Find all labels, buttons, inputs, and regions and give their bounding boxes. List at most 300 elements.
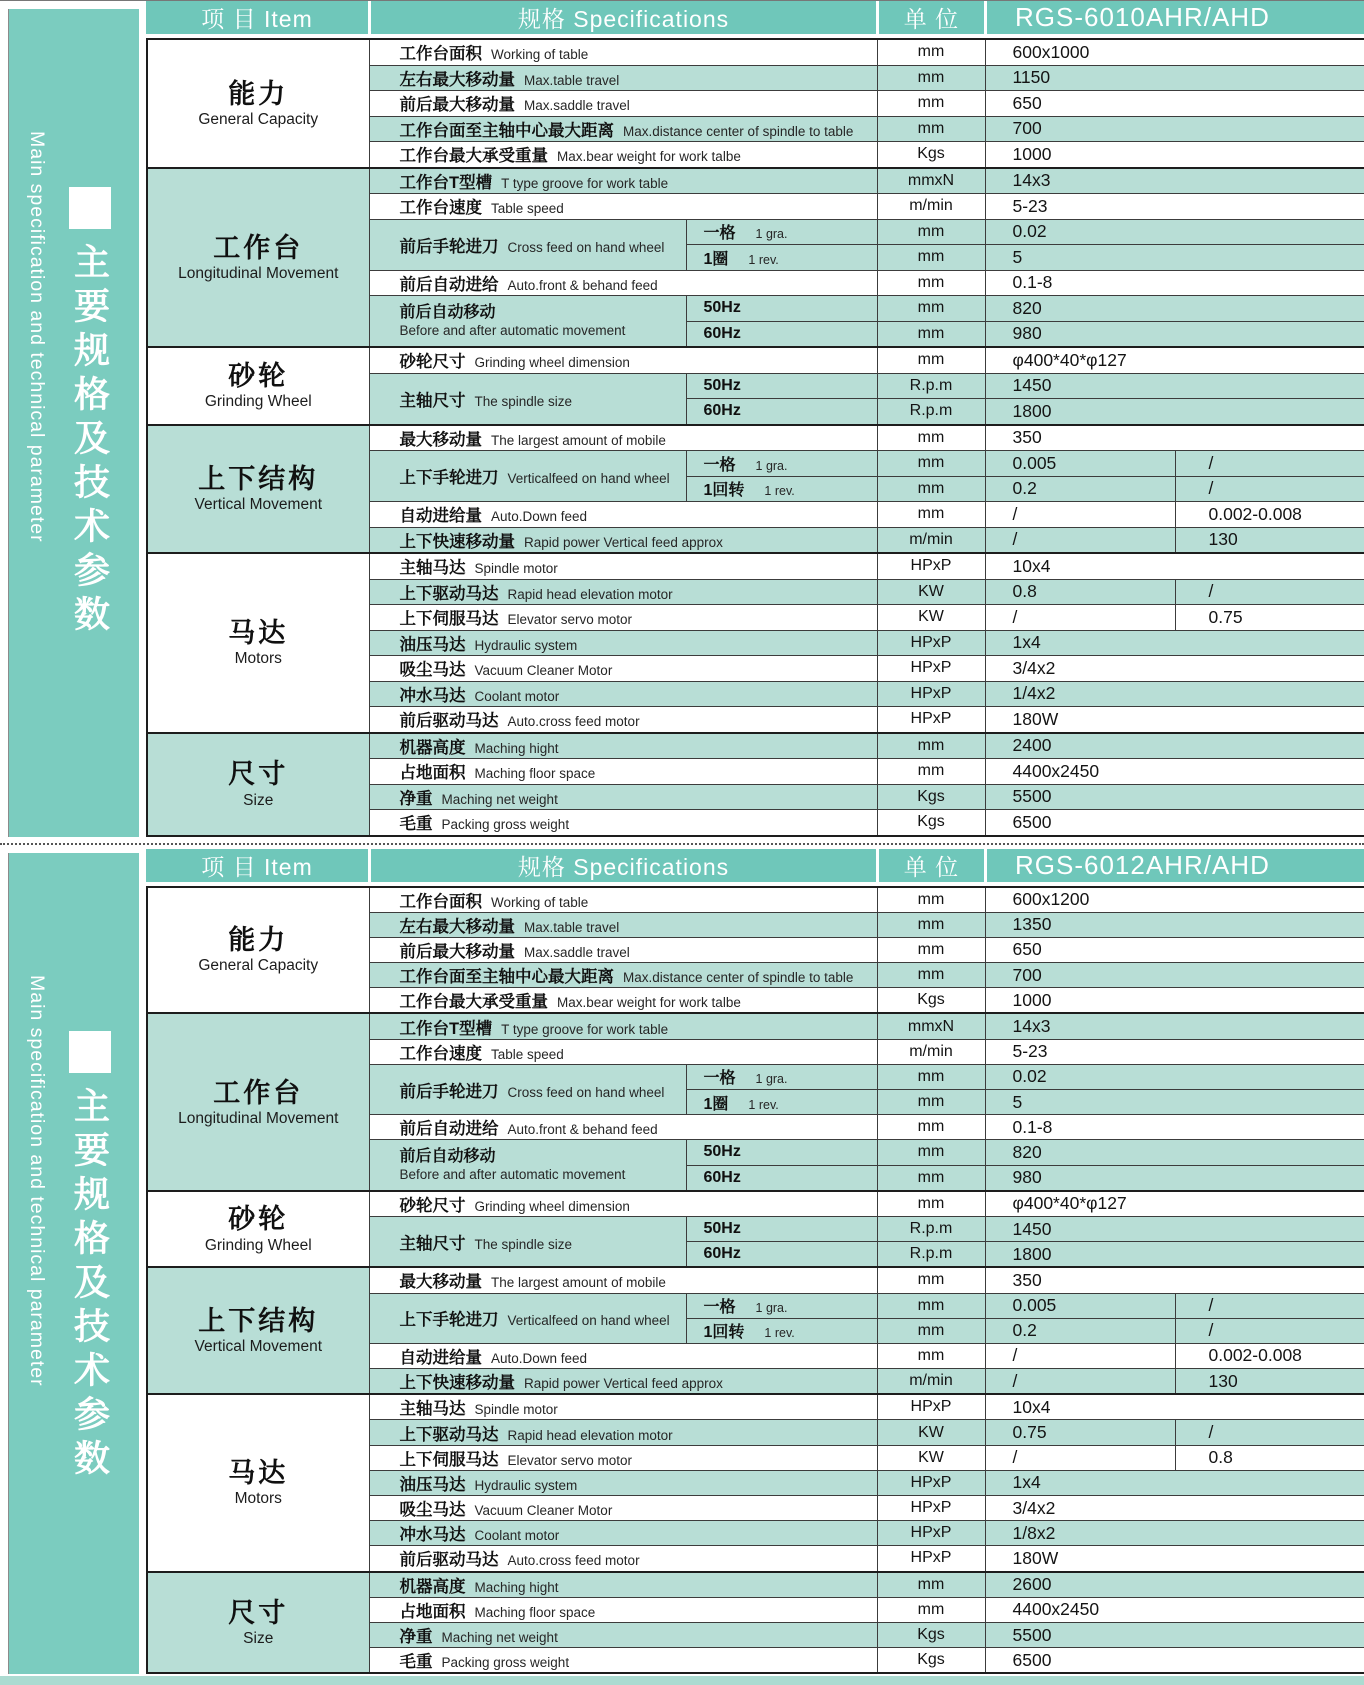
unit-cell: mm [877,502,985,528]
value-cell: 0.02 [985,219,1364,245]
item-group-cell [147,1394,369,1571]
spec-label-en: Coolant motor [474,1528,560,1544]
value-cell: 0.2 [985,476,1175,502]
unit-cell: mm [877,451,985,477]
spec-label-cn: 工作台T型槽 [399,1019,493,1038]
value-cell: φ400*40*φ127 [985,347,1364,373]
unit-cell: mm [877,219,985,245]
sidebar-title-en: Main specification and technical parameter [26,974,48,1387]
item-label-cn: 能力 [228,925,289,956]
value-cell: 4400x2450 [985,1597,1364,1622]
spec-label-en: Auto.Down feed [491,1350,588,1366]
spec-cell [369,1013,877,1039]
unit-cell: mm [877,1572,985,1598]
item-group-cell [147,39,369,168]
unit-cell: Kgs [877,142,985,168]
unit-cell: mm [877,321,985,347]
sub-spec-label-cn: 50Hz [703,376,741,394]
spec-label-cn: 上下驱动马达 [399,584,499,603]
value-cell: / [985,1445,1175,1470]
spec-label-en: Rapid head elevation motor [507,586,673,602]
spec-cell [369,1496,877,1521]
value-cell: 650 [985,91,1364,117]
spec-label-cn: 前后最大移动量 [399,96,515,115]
spec-label-en: Maching hight [474,1579,559,1595]
spec-label-en: Working of table [491,47,589,63]
unit-cell: mm [877,1293,985,1318]
item-label-en: Vertical Movement [194,496,322,514]
col-header-model: RGS-6010AHR/AHD [987,1,1364,34]
sub-spec-label-cn: 50Hz [703,299,741,317]
spec-label-cn: 上下手轮进刀 [399,469,499,487]
spec-block-rgs6012 [0,849,1364,1675]
spec-label-en: Verticalfeed on hand wheel [507,1313,670,1329]
value-cell-secondary: 130 [1175,527,1364,553]
unit-cell: Kgs [877,1622,985,1647]
unit-cell: mm [877,65,985,91]
value-cell: 1450 [985,373,1364,399]
sub-spec-cell [686,1216,877,1241]
sidebar-title-cn: 主要规格及技术参数 [69,1086,111,1483]
value-cell: 14x3 [985,1013,1364,1039]
spec-label-en: T type groove for work table [501,1021,669,1037]
value-cell: 180W [985,707,1364,733]
spec-cell [369,1191,877,1217]
unit-cell: mm [877,296,985,322]
spec-label-en: Maching hight [474,740,559,756]
value-cell: / [985,1343,1175,1368]
sub-spec-cell [686,296,877,322]
spec-cell [369,1572,877,1598]
sub-spec-cell [686,373,877,399]
value-cell: 10x4 [985,553,1364,579]
table-row [147,347,1364,373]
spec-label-cn: 毛重 [399,1653,433,1672]
unit-cell: mm [877,347,985,373]
spec-label-en: Rapid power Vertical feed approx [524,1376,723,1392]
value-cell: 5-23 [985,1039,1364,1064]
item-label-en: Size [243,1629,274,1647]
spec-label-en: Max.table travel [524,72,620,88]
spec-label-cn: 净重 [399,1628,433,1647]
value-cell: 2400 [985,733,1364,759]
value-cell: 700 [985,963,1364,988]
spec-cell [369,988,877,1014]
value-cell: 180W [985,1546,1364,1572]
unit-cell: R.p.m [877,373,985,399]
item-label-cn: 工作台 [213,1077,304,1108]
spec-label-cn: 油压马达 [399,1475,466,1494]
unit-cell: R.p.m [877,1216,985,1241]
unit-cell: mm [877,937,985,962]
unit-cell: KW [877,605,985,631]
spec-label-cn: 工作台最大承受重量 [399,147,548,166]
value-cell-secondary: / [1175,451,1364,477]
spec-label-en: Max.table travel [524,919,620,935]
spec-label-cn: 自动进给量 [399,1348,482,1367]
spec-cell [369,91,877,117]
sub-spec-label-en: 1 gra. [755,1072,788,1087]
spec-label-en: Working of table [491,894,589,910]
sub-spec-label-en: 1 gra. [755,458,788,473]
item-label-cn: 马达 [228,1458,289,1489]
table-row [147,1267,1364,1293]
sub-spec-label-cn: 一格 [703,1070,736,1088]
sub-spec-cell [686,1318,877,1343]
table-row [147,1572,1364,1598]
unit-cell: mm [877,733,985,759]
item-label-en: Grinding Wheel [204,1236,312,1254]
spec-cell [369,1546,877,1572]
item-label-cn: 尺寸 [228,1597,289,1628]
unit-cell: mm [877,1165,985,1191]
table-row [147,553,1364,579]
table-header-row [146,849,1364,882]
unit-cell: Kgs [877,1648,985,1674]
col-header-item: 项 目 Item [146,1,368,34]
spec-label-cn: 主轴马达 [399,559,466,578]
sub-spec-cell [686,476,877,502]
spec-label-cn: 毛重 [399,815,433,834]
spec-cell [369,116,877,142]
sub-spec-label-en: 1 gra. [755,1301,788,1316]
spec-cell [369,1420,877,1445]
sub-spec-label-cn: 50Hz [703,1143,741,1161]
sidebar-title-en: Main specification and technical parameter [26,131,48,543]
spec-cell [369,219,686,270]
spec-cell [369,296,686,348]
sub-spec-cell [686,1140,877,1165]
col-header-item: 项 目 Item [146,849,368,882]
item-label-en: General Capacity [198,110,319,128]
spec-label-cn: 吸尘马达 [399,1501,466,1520]
spec-label-en: Table speed [491,1046,564,1062]
spec-label-cn: 前后自动移动 [399,304,496,322]
spec-cell [369,963,877,988]
unit-cell: R.p.m [877,1242,985,1268]
table-row [147,1191,1364,1217]
item-label-en: Longitudinal Movement [178,1109,339,1127]
sub-spec-label-cn: 60Hz [703,1245,741,1263]
spec-label-cn: 砂轮尺寸 [399,1196,466,1215]
spec-label-en: Table speed [491,201,564,217]
spec-cell [369,1064,686,1114]
sub-spec-label-en: 1 gra. [755,227,788,242]
unit-cell: mm [877,1064,985,1089]
value-cell: 6500 [985,1648,1364,1674]
spec-label-en: Rapid power Vertical feed approx [524,534,723,550]
spec-label-en: Max.bear weight for work talbe [557,149,741,165]
spec-cell [369,681,877,707]
value-cell: 0.75 [985,1420,1175,1445]
item-group-cell [147,168,369,348]
unit-cell: mm [877,963,985,988]
spec-label-cn: 主轴尺寸 [399,391,466,410]
spec-label-en: Rapid head elevation motor [507,1427,673,1443]
value-cell: 600x1000 [985,39,1364,65]
spec-label-cn: 上下手轮进刀 [399,1311,499,1330]
square-bullet-icon [69,187,111,229]
spec-label-en: Auto.cross feed motor [507,714,640,730]
spec-label-en: Cross feed on hand wheel [507,239,665,255]
spec-label-cn: 工作台面积 [399,892,482,911]
value-cell: 0.1-8 [985,270,1364,296]
sub-spec-cell [686,1165,877,1191]
spec-cell [369,1039,877,1064]
spec-cell [369,451,686,502]
unit-cell: mm [877,1140,985,1165]
spec-label-cn: 最大移动量 [399,430,482,449]
value-cell: 5500 [985,784,1364,810]
value-cell: 1x4 [985,630,1364,656]
spec-label-cn: 吸尘马达 [399,661,466,680]
item-label-en: Size [243,791,274,809]
sub-spec-label-en: 1 rev. [764,484,795,499]
value-cell: 5-23 [985,194,1364,220]
spec-label-en: Elevator servo motor [507,612,633,628]
spec-cell [369,65,877,91]
spec-cell [369,759,877,785]
unit-cell: mm [877,1597,985,1622]
unit-cell: mm [877,1191,985,1217]
spec-label-en: Before and after automatic movement [399,1166,626,1182]
item-group-cell [147,1191,369,1268]
value-cell: 980 [985,1165,1364,1191]
value-cell: 1800 [985,1242,1364,1268]
spec-cell [369,425,877,451]
square-bullet-icon [69,1031,111,1073]
item-label-cn: 马达 [228,618,289,649]
value-cell: 3/4x2 [985,1496,1364,1521]
table-row [147,887,1364,913]
spec-label-cn: 净重 [399,789,433,808]
spec-cell [369,1622,877,1647]
value-cell-secondary: / [1175,579,1364,605]
sidebar-title-group [61,1031,119,1483]
item-group-cell [147,1572,369,1674]
spec-label-cn: 工作台面积 [399,45,482,64]
unit-cell: HPxP [877,1546,985,1572]
spec-cell [369,1521,877,1546]
spec-cell [369,810,877,836]
spec-table-rgs6012 [146,886,1364,1675]
unit-cell: mm [877,476,985,502]
sidebar-title-cn: 主要规格及技术参数 [69,243,111,639]
spec-cell [369,1394,877,1420]
spec-label-cn: 上下伺服马达 [399,1450,499,1469]
value-cell: 1000 [985,988,1364,1014]
spec-label-en: Hydraulic system [474,637,578,653]
spec-cell [369,527,877,553]
spec-label-cn: 前后最大移动量 [399,942,515,961]
spec-label-cn: 上下快速移动量 [399,1374,515,1393]
spec-cell [369,912,877,937]
item-label-cn: 砂轮 [228,361,289,392]
spec-cell [369,579,877,605]
sub-spec-label-en: 1 rev. [748,252,779,267]
item-label-cn: 上下结构 [198,1306,319,1337]
sub-spec-label-en: 1 rev. [764,1326,795,1341]
unit-cell: mm [877,1318,985,1343]
unit-cell: mm [877,1090,985,1115]
spec-cell [369,553,877,579]
table-row [147,733,1364,759]
sub-spec-label-cn: 1回转 [703,1324,745,1342]
spec-table-area [146,849,1364,1675]
spec-cell [369,142,877,168]
value-cell: 650 [985,937,1364,962]
value-cell: 5 [985,245,1364,271]
spec-label-en: Grinding wheel dimension [474,1198,630,1214]
unit-cell: HPxP [877,681,985,707]
spec-label-cn: 上下快速移动量 [399,532,515,551]
spec-cell [369,1140,686,1191]
spec-cell [369,1369,877,1395]
unit-cell: HPxP [877,1496,985,1521]
value-cell: 0.2 [985,1318,1175,1343]
value-cell: / [985,527,1175,553]
spec-label-en: Maching floor space [474,1604,596,1620]
item-label-en: Vertical Movement [194,1338,322,1356]
spec-label-en: Hydraulic system [474,1477,578,1493]
spec-label-en: The largest amount of mobile [491,432,666,448]
spec-label-cn: 上下伺服马达 [399,610,499,629]
value-cell: 600x1200 [985,887,1364,913]
table-row [147,168,1364,194]
spec-label-cn: 前后驱动马达 [399,1551,499,1570]
value-cell: 2600 [985,1572,1364,1598]
value-cell-secondary: 0.8 [1175,1445,1364,1470]
value-cell: 1150 [985,65,1364,91]
item-label-en: Motors [234,1490,282,1508]
section-divider [0,843,1364,845]
spec-label-en: Auto.Down feed [491,509,588,525]
bottom-accent-strip [0,1676,1364,1685]
unit-cell: Kgs [877,988,985,1014]
item-label-en: Motors [234,650,282,668]
value-cell: 5 [985,1090,1364,1115]
unit-cell: mm [877,39,985,65]
col-header-unit: 单 位 [879,849,984,882]
spec-cell [369,605,877,631]
table-row [147,1394,1364,1420]
spec-label-cn: 自动进给量 [399,507,482,526]
spec-cell [369,630,877,656]
unit-cell: HPxP [877,1394,985,1420]
unit-cell: m/min [877,1369,985,1395]
unit-cell: m/min [877,527,985,553]
unit-cell: mm [877,245,985,271]
item-label-cn: 能力 [228,78,289,109]
sub-spec-label-cn: 1圈 [703,1095,729,1113]
value-cell: 1x4 [985,1470,1364,1495]
value-cell: 1350 [985,912,1364,937]
value-cell: 3/4x2 [985,656,1364,682]
sub-spec-label-cn: 60Hz [703,1168,741,1186]
unit-cell: HPxP [877,630,985,656]
spec-label-en: Auto.front & behand feed [507,1122,658,1138]
spec-cell [369,1115,877,1140]
spec-label-cn: 上下驱动马达 [399,1425,499,1444]
unit-cell: mm [877,1115,985,1140]
spec-label-cn: 冲水马达 [399,1526,466,1545]
value-cell: 350 [985,1267,1364,1293]
spec-label-en: The spindle size [474,1236,573,1252]
spec-label-cn: 左右最大移动量 [399,70,515,89]
spec-label-en: Before and after automatic movement [399,322,626,338]
spec-label-en: Grinding wheel dimension [474,355,630,371]
spec-cell [369,887,877,913]
spec-label-cn: 前后手轮进刀 [399,1082,499,1101]
spec-label-en: Vacuum Cleaner Motor [474,1503,613,1519]
sub-spec-label-en: 1 rev. [748,1097,779,1112]
spec-label-cn: 工作台速度 [399,199,482,218]
spec-cell [369,784,877,810]
value-cell: 5500 [985,1622,1364,1647]
item-label-cn: 砂轮 [228,1204,289,1235]
spec-label-en: The largest amount of mobile [491,1275,666,1291]
spec-cell [369,373,686,425]
item-label-en: Longitudinal Movement [178,264,339,282]
sub-spec-cell [686,321,877,347]
value-cell: 14x3 [985,168,1364,194]
spec-cell [369,1343,877,1368]
unit-cell: mm [877,887,985,913]
unit-cell: mm [877,759,985,785]
value-cell-secondary: / [1175,1293,1364,1318]
value-cell: 1000 [985,142,1364,168]
spec-label-en: Max.saddle travel [524,944,630,960]
sub-spec-cell [686,1293,877,1318]
spec-label-en: Max.bear weight for work talbe [557,995,741,1011]
unit-cell: mmxN [877,1013,985,1039]
value-cell: φ400*40*φ127 [985,1191,1364,1217]
sub-spec-label-cn: 一格 [703,456,736,474]
spec-label-en: Packing gross weight [441,817,570,833]
sub-spec-label-cn: 一格 [703,1299,736,1317]
spec-label-cn: 主轴尺寸 [399,1234,466,1253]
unit-cell: Kgs [877,810,985,836]
item-group-cell [147,1013,369,1190]
spec-label-cn: 油压马达 [399,635,466,654]
unit-cell: mm [877,1267,985,1293]
item-label-en: Grinding Wheel [204,393,312,411]
item-group-cell [147,887,369,1014]
value-cell: 700 [985,116,1364,142]
spec-cell [369,1293,686,1343]
unit-cell: mm [877,912,985,937]
spec-block-rgs6010 [0,1,1364,837]
spec-label-cn: 机器高度 [399,1577,466,1596]
value-cell: 0.8 [985,579,1175,605]
spec-label-cn: 前后自动进给 [399,1120,499,1139]
unit-cell: HPxP [877,553,985,579]
col-header-specifications: 规格 Specifications [371,1,876,34]
spec-label-cn: 工作台最大承受重量 [399,993,548,1012]
spec-cell [369,1597,877,1622]
value-cell: 10x4 [985,1394,1364,1420]
sub-spec-cell [686,1064,877,1089]
item-label-cn: 工作台 [213,232,304,263]
sub-spec-cell [686,245,877,271]
sub-spec-label-cn: 60Hz [703,324,741,342]
spec-label-en: Spindle motor [474,1402,558,1418]
unit-cell: HPxP [877,707,985,733]
spec-cell [369,656,877,682]
unit-cell: HPxP [877,1521,985,1546]
value-cell: 1450 [985,1216,1364,1241]
item-group-cell [147,553,369,733]
